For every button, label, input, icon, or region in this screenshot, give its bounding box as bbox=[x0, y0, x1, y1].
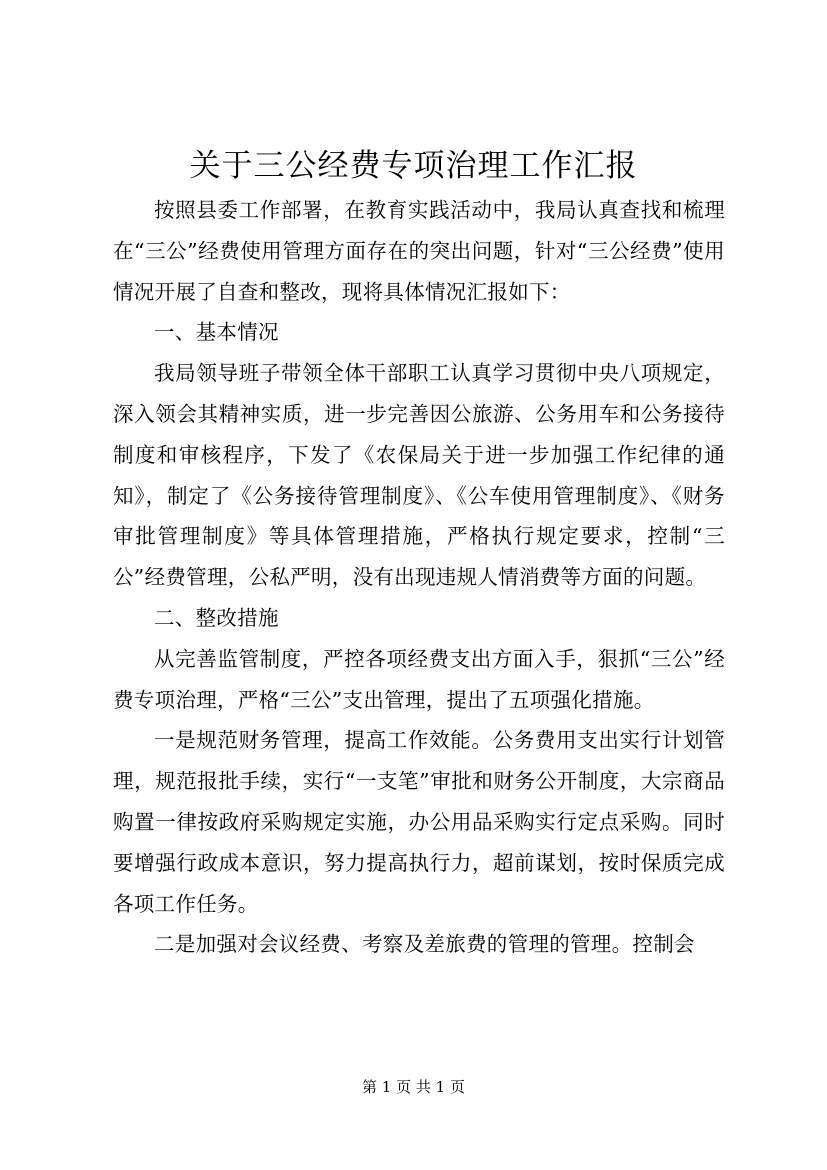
basic-situation-paragraph: 我局领导班子带领全体干部职工认真学习贯彻中央八项规定，深入领会其精神实质，进一步完善因公旅游、公务用车和公务接待制度和审核程序，下发了《农保局关于进一步加强工作纪律的通知》，制定了《公务接待管理制度》、《公车使用管理制度》、《财务审批管理制度》等具体管理措施，严格执行规定要求，控制“三公”经费管理，公私严明，没有出现违规人情消费等方面的问题。 bbox=[113, 361, 725, 590]
section-heading-rectification: 二、整改措施 bbox=[154, 605, 279, 630]
document-body bbox=[113, 190, 725, 965]
section-heading-basic-situation: 一、基本情况 bbox=[154, 320, 279, 345]
intro-paragraph: 按照县委工作部署，在教育实践活动中，我局认真查找和梳理在“三公”经费使用管理方面存在的突出问题，针对“三公经费”使用情况开展了自查和整改，现将具体情况汇报如下： bbox=[113, 198, 725, 304]
rectification-intro-paragraph: 从完善监管制度，严控各项经费支出方面入手，狠抓“三公”经费专项治理，严格“三公”支出管理，提出了五项强化措施。 bbox=[113, 646, 725, 712]
page-number-footer: 第 1 页 共 1 页 bbox=[362, 1078, 465, 1096]
measure-one-paragraph: 一是规范财务管理，提高工作效能。公务费用支出实行计划管理，规范报批手续，实行“一支笔”审批和财务公开制度，大宗商品购置一律按政府采购规定实施，办公用品采购实行定点采购。同时要增强行政成本意识，努力提高执行力，超前谋划，按时保质完成各项工作任务。 bbox=[113, 728, 725, 916]
document-title: 关于三公经费专项治理工作汇报 bbox=[189, 148, 638, 184]
measure-two-paragraph: 二是加强对会议经费、考察及差旅费的管理的管理。控制会 bbox=[154, 932, 695, 957]
